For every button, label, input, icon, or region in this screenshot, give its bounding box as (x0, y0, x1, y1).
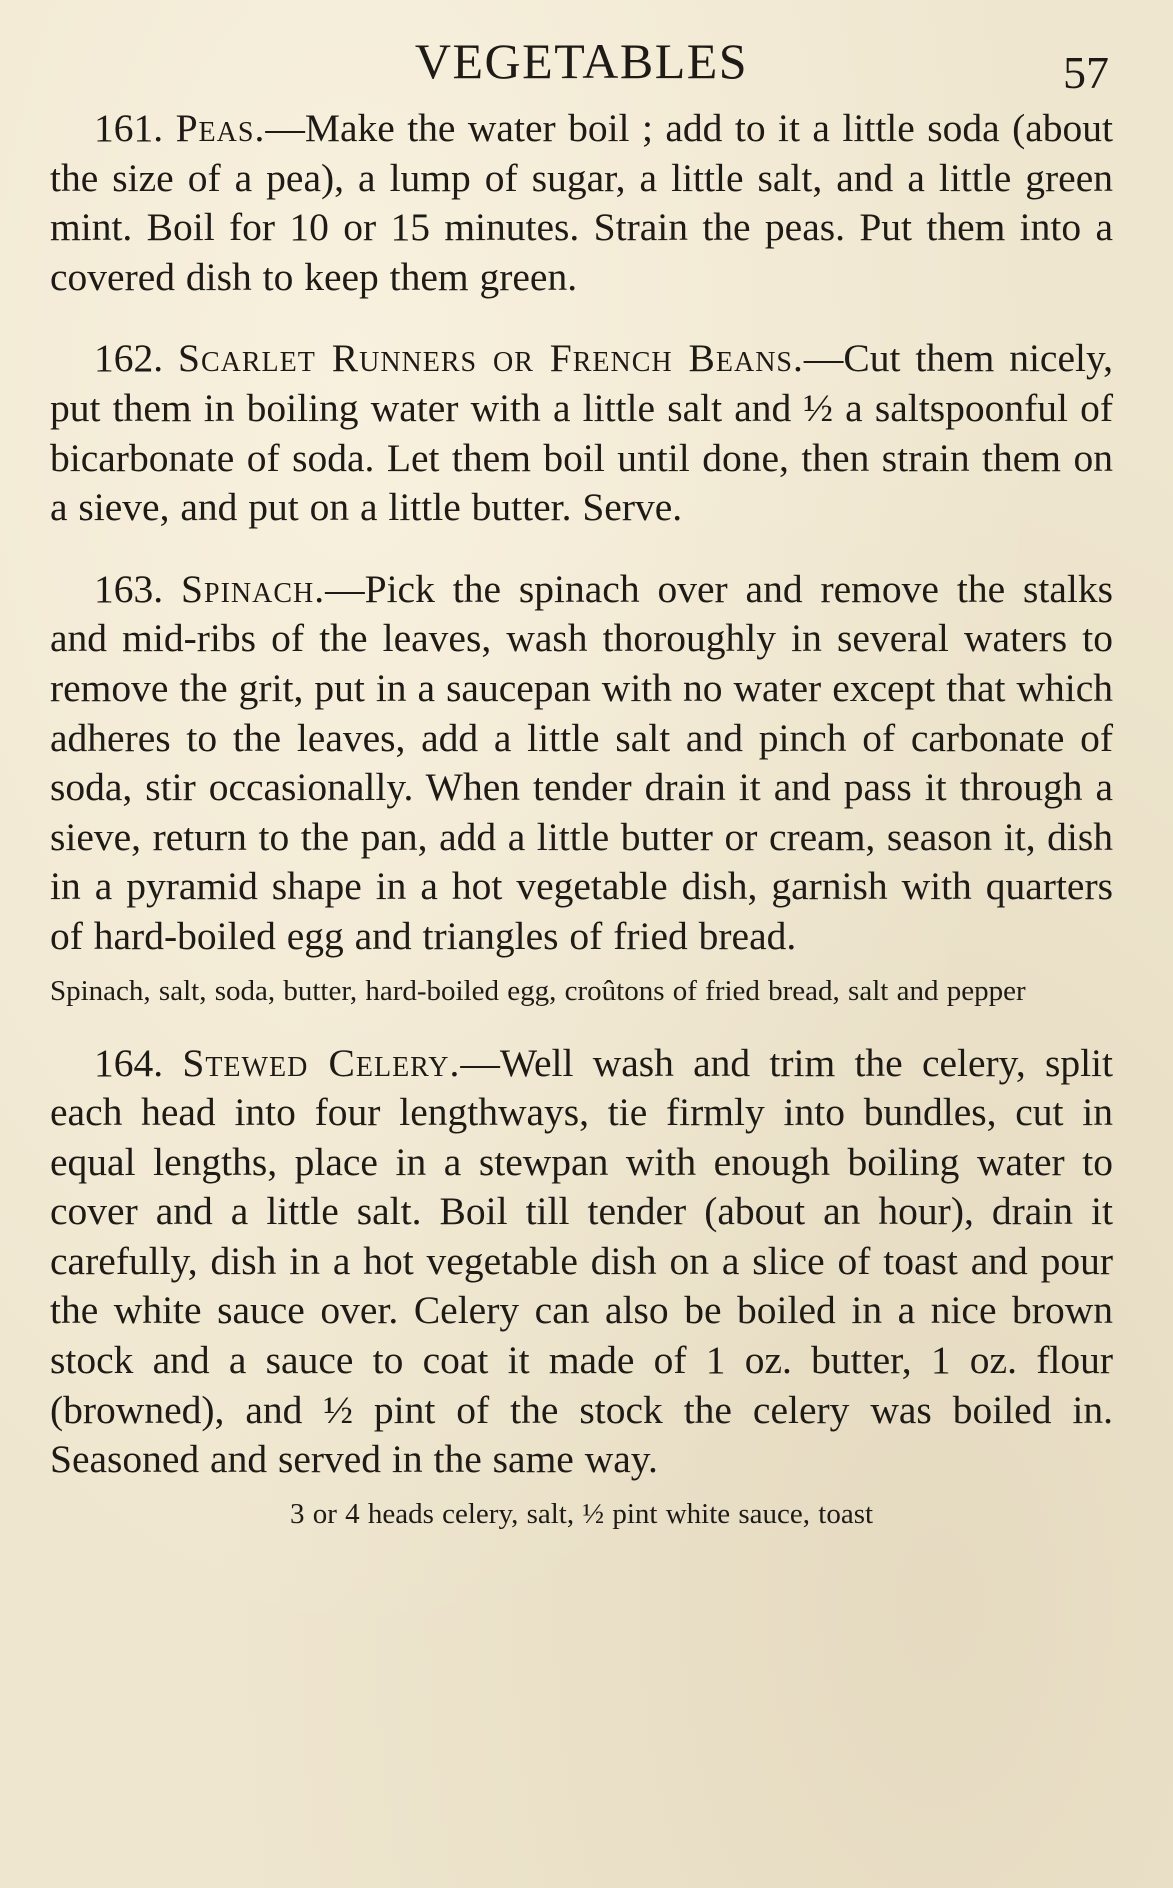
recipe-body: —Make the water boil ; add to it a little soda (about the size of a pea), a lump of sugar, a little salt, and a little green mint. Boil for 10 or 15 minutes. Strain the peas. Put them into a covered dish to keep them green. (50, 106, 1114, 299)
recipe-body: —Well wash and trim the celery, split each head into four lengthways, tie firmly into bundles, cut in equal lengths, place in a stewpan with enough boiling water to cover and a little salt. Boil till tender (about an hour), drain it carefully, dish in a hot vegetable dish on a slice of toast and pour the white sauce over. Celery can also be boiled in a nice brown stock and a sauce to coat it made of 1 oz. butter, 1 oz. flour (browned), and ½ pint of the stock the celery was boiled in. Seasoned and served in the same way. (50, 1040, 1114, 1482)
recipe-paragraph (50, 334, 1113, 532)
recipe-paragraph (50, 1039, 1113, 1485)
recipe-161-peas (50, 104, 1113, 302)
recipe-name: Peas. (175, 106, 266, 150)
ingredients-list: Spinach, salt, soda, butter, hard-boiled egg, croûtons of fried bread, salt and pepper (50, 974, 1026, 1007)
recipe-name: Spinach. (181, 566, 326, 611)
recipe-name: Stewed Celery. (182, 1040, 461, 1085)
recipe-number: 162. (94, 336, 164, 381)
recipe-number: 161. (94, 106, 164, 150)
recipe-164-stewed-celery (50, 1039, 1113, 1534)
page-header (50, 20, 1113, 104)
running-title: VEGETABLES (414, 33, 749, 89)
recipe-paragraph (50, 565, 1113, 962)
recipe-paragraph (50, 104, 1113, 302)
recipe-number: 163. (94, 566, 164, 611)
page-number: 57 (1063, 47, 1109, 98)
recipe-name: Scarlet Runners or French Beans. (178, 336, 804, 381)
recipe-162-scarlet-runners (50, 334, 1113, 532)
recipe-number: 164. (94, 1040, 164, 1085)
ingredients-list: 3 or 4 heads celery, salt, ½ pint white sauce, toast (289, 1497, 874, 1530)
recipe-163-spinach (50, 565, 1113, 1011)
recipe-body: —Cut them nicely, put them in boiling water with a little salt and ½ a saltspoonful of bicarbonate of soda. Let them boil until done, then strain them on a sieve, and put on a little butter. Serve. (50, 336, 1114, 530)
recipe-body: —Pick the spinach over and remove the stalks and mid-ribs of the leaves, wash thoroughly in several waters to remove the grit, put in a saucepan with no water except that which adheres to the leaves, add a little salt and pinch of carbonate of soda, stir occasionally. When tender drain it and pass it through a sieve, return to the pan, add a little butter or cream, season it, dish in a pyramid shape in a hot vegetable dish, garnish with quarters of hard-boiled egg and triangles of fried bread. (50, 566, 1113, 958)
